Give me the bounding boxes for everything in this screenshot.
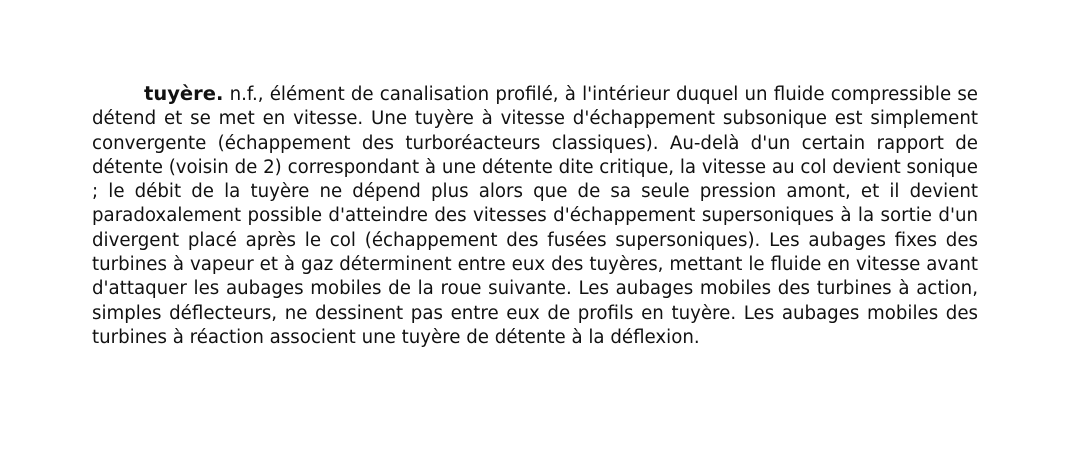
definition-text: n.f., élément de canalisation profilé, à l'intérieur duquel un fluide compressible se détend et se met en vitesse. Une tuyère à vitesse d'échappement subsonique est simplement convergente (échappement des turboréacteurs classiques). Au-delà d'un certain rapport de détente (voisin de 2) correspondant à une détente dite critique, la vitesse au col devient sonique ; le débit de la tuyère ne dépend plus alors que de sa seule pression amont, et il devient paradoxalement possible d'atteindre des vitesses d'échappement supersoniques à la sortie d'un divergent placé après le col (échappement des fusées supersoniques). Les aubages fixes des turbines à vapeur et à gaz déterminent entre eux des tuyères, mettant le fluide en vitesse avant d'attaquer les aubages mobiles de la roue suivante. Les aubages mobiles des turbines à action, simples déflecteurs, ne dessinent pas entre eux de profils en tuyère. Les aubages mobiles des turbines à réaction associent une tuyère de détente à la déflexion.	[92, 84, 978, 348]
headword: tuyère.	[144, 82, 224, 105]
dictionary-entry	[92, 82, 978, 350]
